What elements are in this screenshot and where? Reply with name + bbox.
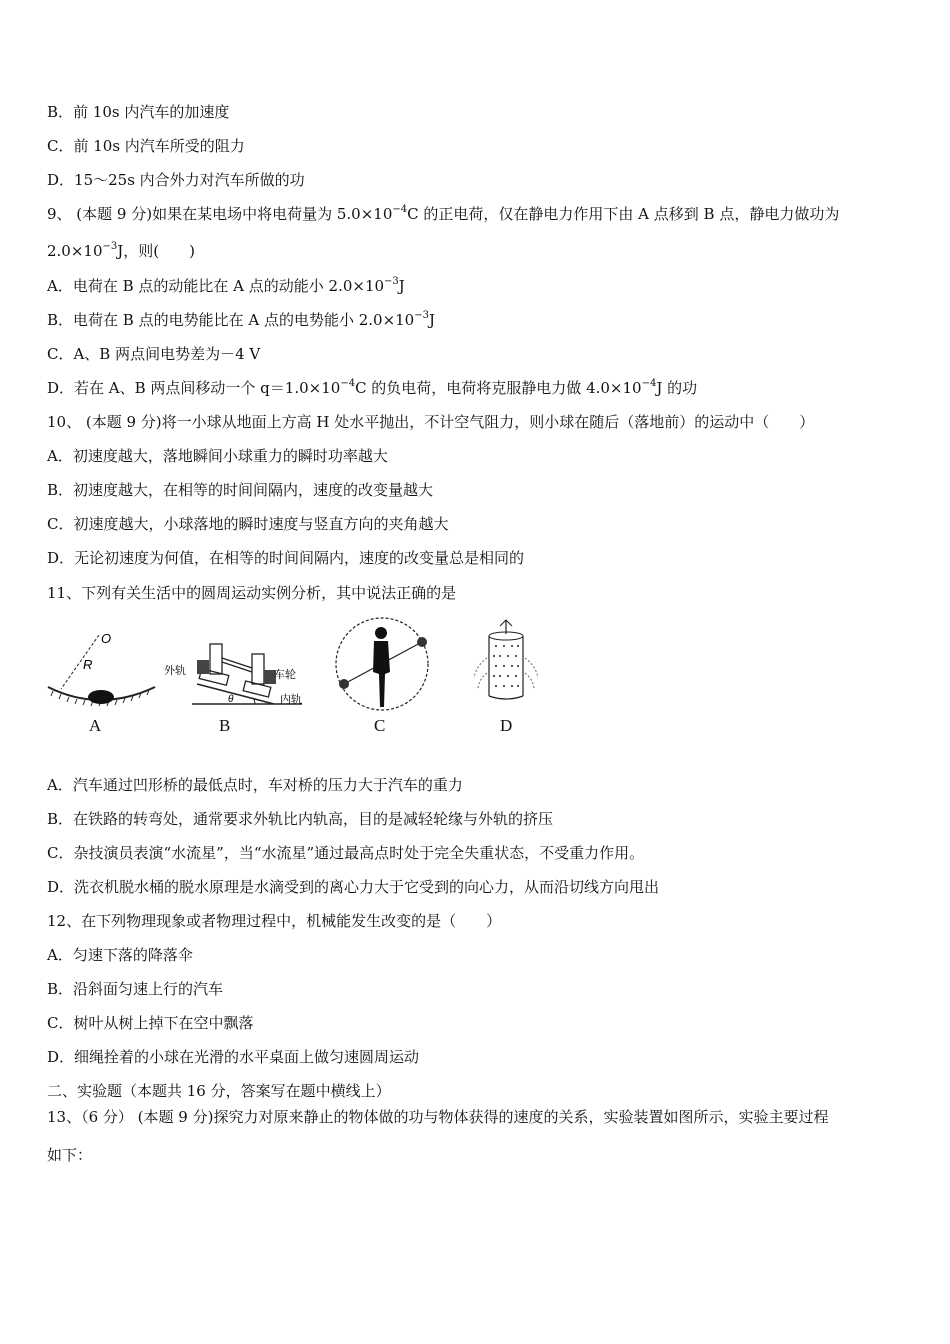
q12-option-d: D．细绳拴着的小球在光滑的水平桌面上做匀速圆周运动 (47, 1048, 420, 1066)
q11-option-c: C．杂技演员表演“水流星”，当“水流星”通过最高点时处于完全失重状态，不受重力作用。 (47, 844, 645, 862)
q10-stem: 10、 (本题 9 分)将一小球从地面上方高 H 处水平抛出，不计空气阻力，则小球在随后（落地前）的运动中（ ） (47, 413, 815, 431)
q9-option-c: C．A、B 两点间电势差为－4 V (47, 345, 261, 363)
figure-text-r: R (83, 657, 93, 672)
q10-option-d: D．无论初速度为何值，在相等的时间间隔内，速度的改变量总是相同的 (47, 549, 525, 567)
q12-option-b: B．沿斜面匀速上行的汽车 (47, 980, 224, 998)
q9-option-d: D．若在 A、B 两点间移动一个 $q=1.0\times 10^{-4}C$ 的负电荷，电荷将克服静电力做 $4.0\times 10^{-4}J$ 的功 (47, 378, 698, 397)
figure-water-meteor (330, 612, 435, 717)
figure-label-b: B (219, 716, 231, 735)
figure-label-a: A (89, 716, 102, 735)
q9-option-a: A．电荷在 B 点的动能比在 A 点的动能小 $2.0\times 10^{-3}J$ (47, 276, 405, 295)
q11-option-b: B．在铁路的转弯处，通常要求外轨比内轨高，目的是减轻轮缘与外轨的挤压 (47, 810, 554, 828)
q10-option-a: A．初速度越大，落地瞬间小球重力的瞬时功率越大 (47, 447, 388, 465)
q9-stem-cont: $2.0\times 10^{-3}J$，则( ) (47, 241, 195, 260)
q9-option-b: B．电荷在 B 点的电势能比在 A 点的电势能小 $2.0\times 10^{-3}J$ (47, 310, 435, 329)
q8-option-d: D．15～25s 内合外力对汽车所做的功 (47, 171, 305, 189)
q11-option-a: A．汽车通过凹形桥的最低点时，车对桥的压力大于汽车的重力 (47, 776, 463, 794)
section-2-title: 二、实验题（本题共 16 分，答案写在题中横线上） (47, 1082, 391, 1100)
figure-label-c: C (374, 716, 386, 735)
figure-text-o: O (101, 631, 112, 646)
figure-text-theta: θ (228, 694, 234, 705)
q13-stem: 13、（6 分） (本题 9 分)探究力对原来静止的物体做的功与物体获得的速度的关系，实验装置如图所示，实验主要过程 (47, 1108, 829, 1126)
q12-stem: 12、在下列物理现象或者物理过程中，机械能发生改变的是（ ） (47, 912, 502, 930)
figure-railway-curve (162, 632, 312, 712)
figure-text-inner-rail: 内轨 (280, 694, 302, 706)
q10-option-c: C．初速度越大，小球落地的瞬时速度与竖直方向的夹角越大 (47, 515, 449, 533)
q11-option-d: D．洗衣机脱水桶的脱水原理是水滴受到的离心力大于它受到的向心力，从而沿切线方向甩出 (47, 878, 660, 896)
q12-option-a: A．匀速下落的降落伞 (47, 946, 193, 964)
q8-option-c: C．前 10s 内汽车所受的阻力 (47, 137, 245, 155)
q9-stem: 9、 (本题 9 分)如果在某电场中将电荷量为 $5.0\times 10^{-4}C$ 的正电荷，仅在静电力作用下由 A 点移到 B 点，静电力做功为 (47, 204, 840, 223)
figure-text-wheel: 车轮 (274, 669, 296, 681)
figure-text-outer-rail: 外轨 (164, 665, 186, 677)
q13-stem-cont: 如下： (47, 1146, 93, 1164)
q10-option-b: B．初速度越大，在相等的时间间隔内，速度的改变量越大 (47, 481, 434, 499)
q12-option-c: C．树叶从树上掉下在空中飘落 (47, 1014, 254, 1032)
figure-label-d: D (500, 716, 513, 735)
figure-concave-bridge (45, 625, 160, 715)
q11-stem: 11、下列有关生活中的圆周运动实例分析，其中说法正确的是 (47, 584, 457, 602)
figure-spin-dryer (468, 618, 548, 713)
q8-option-b: B．前 10s 内汽车的加速度 (47, 103, 230, 121)
